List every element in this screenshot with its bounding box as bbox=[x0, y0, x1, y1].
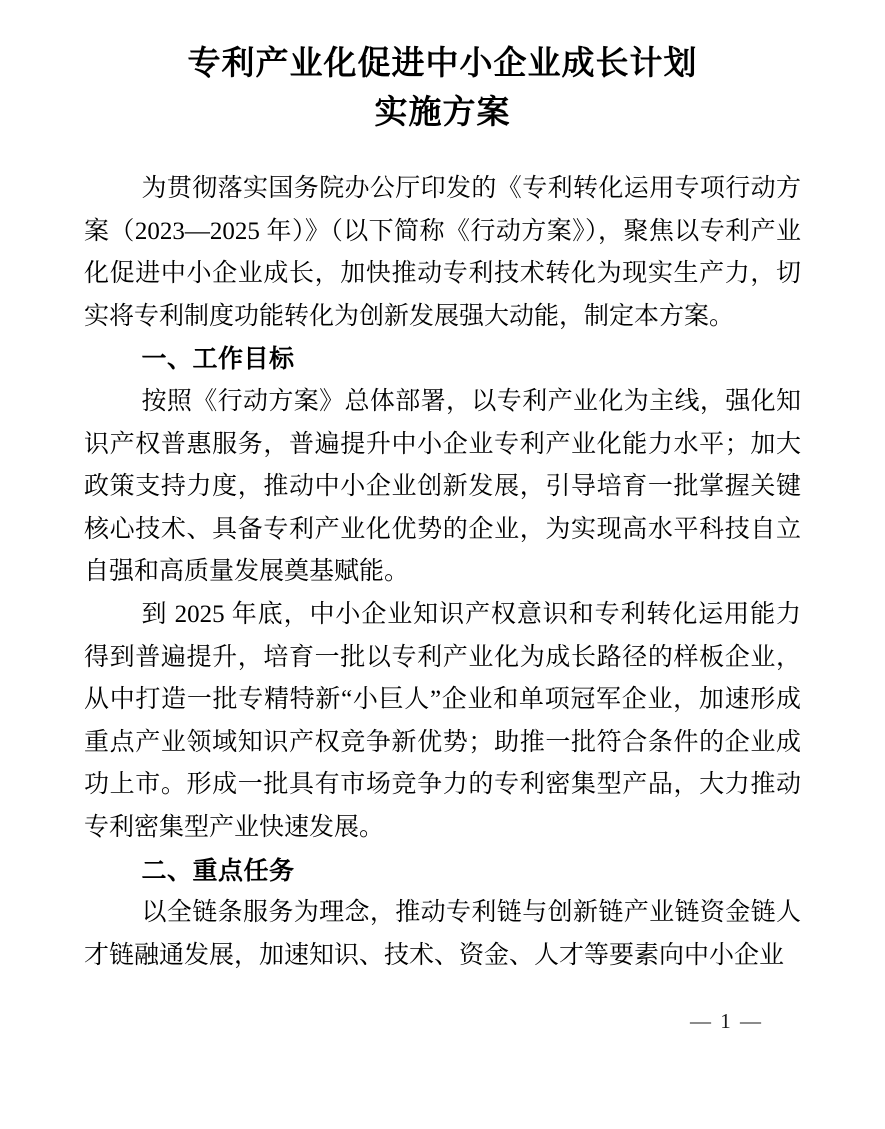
page-number: — 1 — bbox=[690, 1009, 763, 1033]
paragraph-goals-overview: 按照《行动方案》总体部署，以专利产业化为主线，强化知识产权普惠服务，普遍提升中小企业专利产业化能力水平；加大政策支持力度，推动中小企业创新发展，引导培育一批掌握关键核心技术、具备专利产业化优势的企业，为实现高水平科技自立自强和高质量发展奠基赋能。 bbox=[84, 387, 801, 586]
title-line-1: 专利产业化促进中小企业成长计划 bbox=[187, 46, 698, 82]
paragraph-goals-2025: 到 2025 年底，中小企业知识产权意识和专利转化运用能力得到普遍提升，培育一批以专利产业化为成长路径的样板企业，从中打造一批专精特新“小巨人”企业和单项冠军企业，加速形成重点产业领域知识产权竞争新优势；助推一批符合条件的企业成功上市。形成一批具有市场竞争力的专利密集型产品，大力推动专利密集型产业快速发展。 bbox=[84, 600, 801, 841]
section-heading-key-tasks: 二、重点任务 bbox=[141, 856, 295, 885]
paragraph-tasks-intro: 以全链条服务为理念，推动专利链与创新链产业链资金链人才链融通发展，加速知识、技术、资金、人才等要素向中小企业 bbox=[84, 899, 801, 969]
title-line-2: 实施方案 bbox=[374, 95, 511, 131]
section-heading-work-goals: 一、工作目标 bbox=[141, 345, 295, 374]
paragraph-intro: 为贯彻落实国务院办公厅印发的《专利转化运用专项行动方案（2023—2025 年）》（以下简称《行动方案》），聚焦以专利产业化促进中小企业成长，加快推动专利技术转化为现实生产力，切实将专利制度功能转化为创新发展强大动能，制定本方案。 bbox=[84, 175, 801, 330]
document-body bbox=[84, 168, 801, 977]
document-title bbox=[0, 0, 885, 138]
page-footer bbox=[690, 1011, 763, 1032]
